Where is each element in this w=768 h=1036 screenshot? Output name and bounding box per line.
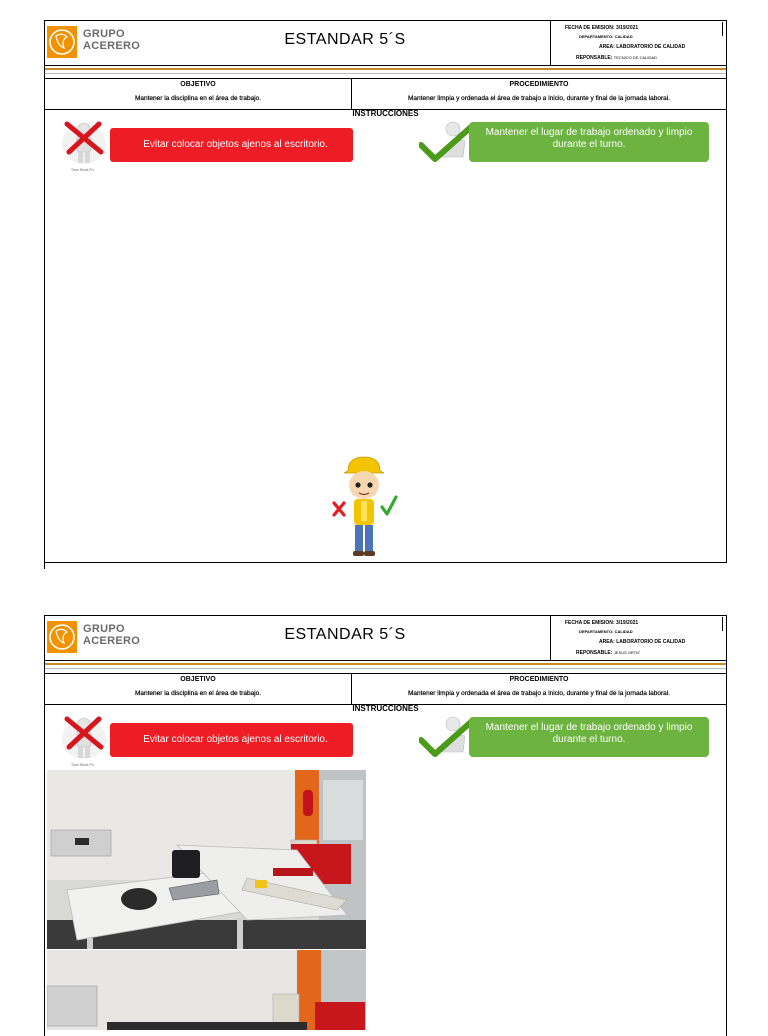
area-label: AREA: bbox=[599, 639, 615, 645]
logo-line2: ACERERO bbox=[83, 635, 141, 647]
procedimiento-heading: PROCEDIMIENTO bbox=[509, 676, 569, 683]
fecha-value: 3/19/2021 bbox=[615, 620, 639, 626]
fecha-label: FECHA DE EMISION: bbox=[565, 25, 615, 31]
document-meta bbox=[550, 21, 727, 65]
bad-instruction-banner: Evitar colocar objetos ajenos al escritorio. bbox=[110, 723, 353, 757]
bad-instruction-banner: Evitar colocar objetos ajenos al escritorio. bbox=[110, 128, 353, 162]
workspace-photo-1 bbox=[47, 770, 366, 949]
area-value: LABORATORIO DE CALIDAD bbox=[616, 44, 686, 50]
document-meta bbox=[550, 616, 727, 660]
area-value: LABORATORIO DE CALIDAD bbox=[616, 639, 686, 645]
good-instruction-banner: Mantener el lugar de trabajo ordenado y limpio durante el turno. bbox=[469, 717, 709, 757]
responsable-label: REPONSABLE: bbox=[576, 55, 613, 61]
objetivo-text: Mantener la disciplina en el área de trabajo. bbox=[134, 95, 262, 102]
page-title: ESTANDAR 5´S bbox=[284, 31, 406, 48]
objective-row bbox=[45, 79, 726, 110]
departamento-value: CALIDAD bbox=[614, 629, 633, 634]
logo-mark-icon bbox=[47, 621, 77, 653]
page-title: ESTANDAR 5´S bbox=[284, 626, 406, 643]
page-edge-mark bbox=[722, 22, 723, 36]
divider-bands bbox=[45, 661, 726, 674]
sheet-header bbox=[45, 21, 726, 66]
sheet-header bbox=[45, 616, 726, 661]
wrong-person-icon bbox=[59, 118, 109, 166]
procedimiento-heading: PROCEDIMIENTO bbox=[509, 81, 569, 88]
departamento-label: DEPARTAMENTO: bbox=[579, 629, 614, 634]
fecha-value: 3/19/2021 bbox=[615, 25, 639, 31]
objective-row bbox=[45, 674, 726, 705]
standard-sheet-2 bbox=[44, 615, 727, 1036]
company-logo bbox=[47, 26, 141, 58]
logo-mark-icon bbox=[47, 26, 77, 58]
logo-line1: GRUPO bbox=[83, 623, 125, 635]
divider-bands bbox=[45, 66, 726, 79]
objetivo-heading: OBJETIVO bbox=[180, 676, 216, 683]
page-edge-mark bbox=[722, 617, 723, 631]
fecha-label: FECHA DE EMISION: bbox=[565, 620, 615, 626]
company-logo bbox=[47, 621, 141, 653]
logo-line1: GRUPO bbox=[83, 28, 125, 40]
instrucciones-heading: INSTRUCCIONES bbox=[352, 704, 419, 713]
objetivo-heading: OBJETIVO bbox=[180, 81, 216, 88]
responsable-value: TECNICO DE CALIDAD bbox=[613, 55, 657, 60]
procedimiento-text: Mantener limpia y ordenada el área de trabajo a inicio, durante y final de la jornada laboral. bbox=[408, 690, 670, 697]
workspace-photo-2 bbox=[47, 950, 366, 1030]
wrong-person-icon bbox=[59, 713, 109, 761]
good-instruction-banner: Mantener el lugar de trabajo ordenado y limpio durante el turno. bbox=[469, 122, 709, 162]
objetivo-text: Mantener la disciplina en el área de trabajo. bbox=[134, 690, 262, 697]
procedimiento-text: Mantener limpia y ordenada el área de trabajo a inicio, durante y final de la jornada laboral. bbox=[408, 95, 670, 102]
standard-sheet-1 bbox=[44, 20, 727, 563]
departamento-label: DEPARTAMENTO: bbox=[579, 34, 614, 39]
stock-credit: Time Stock Ph bbox=[71, 763, 94, 767]
worker-mascot-icon bbox=[330, 455, 400, 559]
responsable-value: JESUS ORTIZ bbox=[613, 650, 640, 655]
responsable-label: REPONSABLE: bbox=[576, 650, 613, 656]
area-label: AREA: bbox=[599, 44, 615, 50]
page-edge-mark bbox=[44, 561, 45, 569]
stock-credit: Time Stock Ph bbox=[71, 168, 94, 172]
instrucciones-heading: INSTRUCCIONES bbox=[352, 109, 419, 118]
logo-line2: ACERERO bbox=[83, 40, 141, 52]
departamento-value: CALIDAD bbox=[614, 34, 633, 39]
